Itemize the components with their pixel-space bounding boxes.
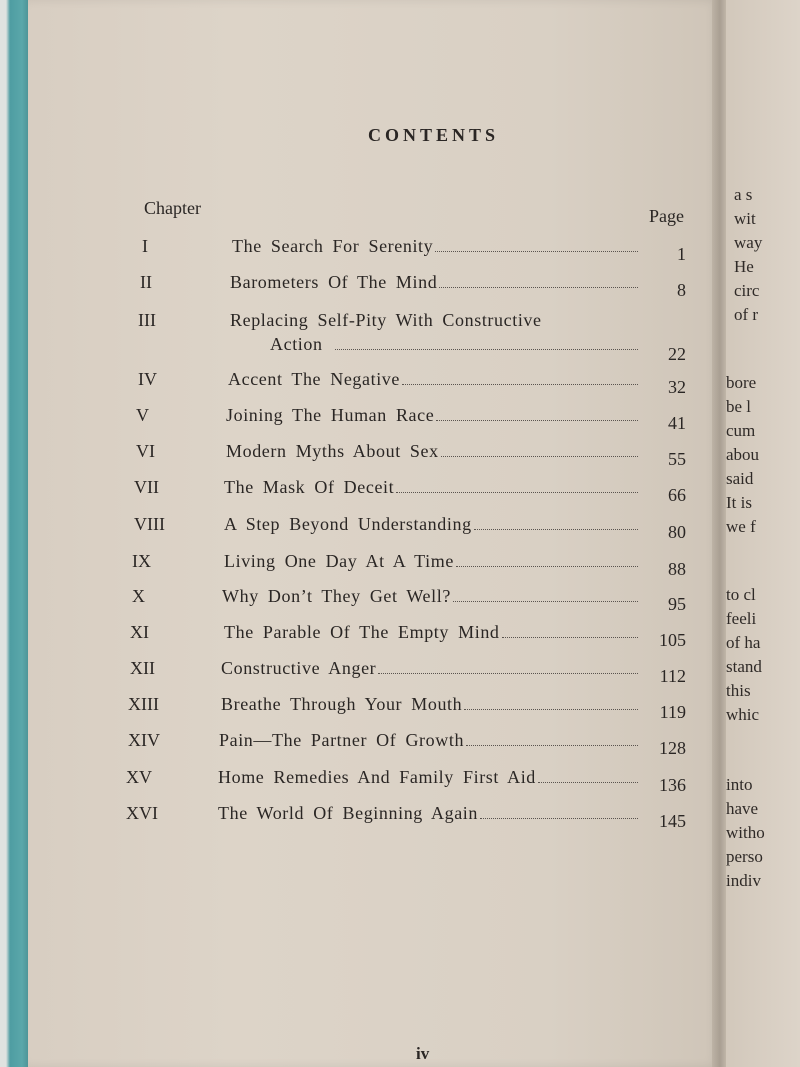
contents-page	[28, 0, 720, 1067]
page-column-header: Page	[649, 206, 684, 226]
page-number: 119	[659, 702, 686, 722]
page-number: 145	[659, 811, 686, 831]
facing-page-text: to cl	[726, 585, 756, 604]
chapter-title: Why Don’t They Get Well?	[222, 586, 451, 606]
facing-page-text: witho	[726, 823, 765, 842]
toc-entry	[28, 803, 720, 829]
page-number-folio: iv	[416, 1044, 430, 1063]
chapter-title: Home Remedies And Family First Aid	[218, 767, 536, 787]
facing-page-text: perso	[726, 847, 763, 866]
dot-leader	[502, 637, 638, 638]
toc-entry	[28, 514, 720, 540]
page-number: 8	[677, 280, 686, 300]
page-number: 88	[668, 559, 686, 579]
facing-page-text: said	[726, 469, 754, 488]
page-number: 41	[668, 413, 686, 433]
toc-entry	[28, 236, 720, 262]
facing-page-text: of ha	[726, 633, 761, 652]
toc-entry	[28, 477, 720, 503]
facing-page-text: bore	[726, 373, 757, 392]
facing-page-text: whic	[726, 705, 760, 724]
facing-page-text: wit	[734, 209, 756, 228]
chapter-numeral: I	[142, 236, 148, 256]
page-number: 95	[668, 594, 686, 614]
toc-entry	[28, 310, 720, 364]
chapter-title: The Mask Of Deceit	[224, 477, 395, 497]
facing-page	[726, 0, 800, 1067]
dot-leader	[435, 251, 638, 252]
facing-page-text: circ	[734, 281, 760, 300]
chapter-numeral: XII	[130, 658, 155, 678]
page-number: 66	[668, 485, 686, 505]
toc-entry	[28, 551, 720, 577]
chapter-title: The Parable Of The Empty Mind	[224, 622, 500, 642]
facing-page-text: stand	[726, 657, 762, 676]
chapter-title: Breathe Through Your Mouth	[221, 694, 463, 714]
dot-leader	[474, 529, 638, 530]
book-cover-edge	[0, 0, 30, 1067]
dot-leader	[396, 492, 638, 493]
facing-page-text: a s	[734, 185, 753, 204]
dot-leader	[402, 384, 638, 385]
chapter-title: The Search For Serenity	[232, 236, 434, 256]
chapter-title: Replacing Self-Pity With Constructive	[230, 310, 542, 330]
facing-page-text: of r	[734, 305, 759, 324]
toc-entry	[28, 730, 720, 756]
chapter-numeral: XV	[126, 767, 152, 787]
facing-page-text: have	[726, 799, 759, 818]
toc-entry	[28, 694, 720, 720]
page-title: CONTENTS	[368, 125, 500, 145]
chapter-title: Modern Myths About Sex	[226, 441, 439, 461]
dot-leader	[466, 745, 638, 746]
facing-page-text: It is	[726, 493, 752, 512]
chapter-title-continued: Action	[270, 334, 323, 354]
facing-page-text: feeli	[726, 609, 757, 628]
page-number: 55	[668, 449, 686, 469]
toc-entry	[28, 369, 720, 395]
facing-page-text: indiv	[726, 871, 761, 890]
chapter-title: A Step Beyond Understanding	[224, 514, 472, 534]
chapter-title: Barometers Of The Mind	[230, 272, 438, 292]
page-number: 105	[659, 630, 686, 650]
dot-leader	[335, 349, 638, 350]
dot-leader	[441, 456, 638, 457]
chapter-numeral: XVI	[126, 803, 158, 823]
dot-leader	[378, 673, 638, 674]
facing-page-text: He	[734, 257, 754, 276]
toc-entry	[28, 586, 720, 612]
chapter-title: Pain—The Partner Of Growth	[219, 730, 465, 750]
chapter-title: The World Of Beginning Again	[218, 803, 478, 823]
facing-page-text: way	[734, 233, 763, 252]
chapter-numeral: VIII	[134, 514, 165, 534]
dot-leader	[436, 420, 638, 421]
dot-leader	[439, 287, 638, 288]
dot-leader	[456, 566, 638, 567]
page-number: 32	[668, 377, 686, 397]
toc-entry	[28, 405, 720, 431]
facing-page-text: be l	[726, 397, 752, 416]
chapter-title: Living One Day At A Time	[224, 551, 454, 571]
toc-entry	[28, 658, 720, 684]
facing-page-text: this	[726, 681, 751, 700]
facing-page-text: we f	[726, 517, 756, 536]
page-number: 128	[659, 738, 686, 758]
dot-leader	[538, 782, 638, 783]
toc-entry	[28, 272, 720, 298]
facing-page-text: cum	[726, 421, 756, 440]
page-number: 80	[668, 522, 686, 542]
chapter-numeral: IX	[132, 551, 151, 571]
chapter-numeral: VI	[136, 441, 155, 461]
chapter-title: Accent The Negative	[228, 369, 400, 389]
dot-leader	[480, 818, 638, 819]
page-number: 22	[668, 344, 686, 364]
chapter-numeral: XI	[130, 622, 149, 642]
toc-entry	[28, 441, 720, 467]
chapter-numeral: X	[132, 586, 145, 606]
chapter-numeral: V	[136, 405, 149, 425]
chapter-numeral: III	[138, 310, 156, 330]
dot-leader	[453, 601, 638, 602]
chapter-column-header: Chapter	[144, 198, 201, 218]
facing-page-text: into	[726, 775, 753, 794]
toc-entry	[28, 767, 720, 793]
toc-entry	[28, 622, 720, 648]
page-number: 112	[659, 666, 686, 686]
chapter-numeral: XIII	[128, 694, 159, 714]
chapter-numeral: IV	[138, 369, 157, 389]
chapter-numeral: XIV	[128, 730, 160, 750]
chapter-numeral: II	[140, 272, 152, 292]
chapter-title: Joining The Human Race	[226, 405, 435, 425]
page-number: 136	[659, 775, 686, 795]
page-number: 1	[677, 244, 686, 264]
facing-page-text: abou	[726, 445, 760, 464]
dot-leader	[464, 709, 638, 710]
chapter-numeral: VII	[134, 477, 159, 497]
chapter-title: Constructive Anger	[221, 658, 377, 678]
